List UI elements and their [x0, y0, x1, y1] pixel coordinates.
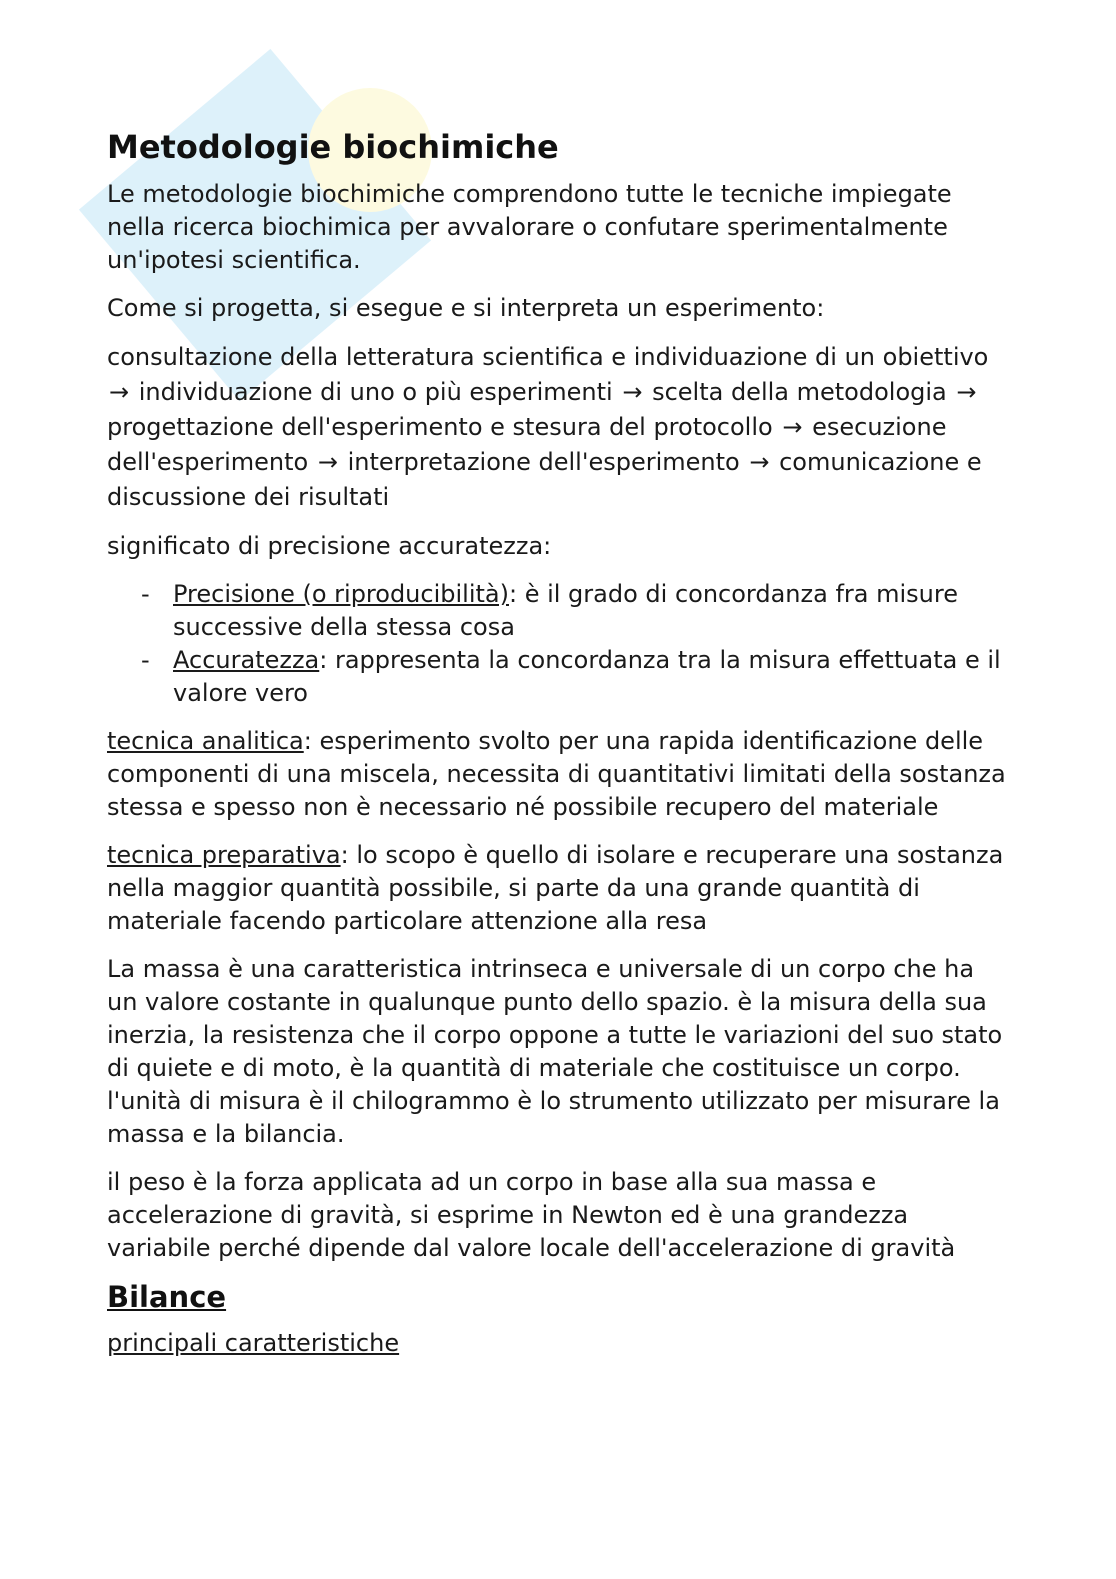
design-question: Come si progetta, si esegue e si interpreta un esperimento: — [107, 294, 825, 323]
list-item — [107, 578, 1007, 644]
flow-step: consultazione della letteratura scientifica e individuazione di un obiettivo — [107, 343, 989, 372]
preparative-term: tecnica preparativa — [107, 841, 341, 870]
flow-step: comunicazione e discussione dei risultati — [107, 448, 982, 512]
arrow-right-icon: → — [782, 413, 803, 442]
definition-list — [107, 578, 1007, 710]
intro-paragraph: Le metodologie biochimiche comprendono tutte le tecniche impiegate nella ricerca biochimica per avvalorare o confutare sperimentalmente un'ipotesi scientifica. — [107, 180, 952, 275]
arrow-right-icon: → — [317, 448, 338, 477]
flow-step: interpretazione dell'esperimento — [347, 448, 740, 477]
arrow-right-icon: → — [749, 448, 770, 477]
section-title-bilance: Bilance — [107, 1280, 227, 1315]
analytic-text: : esperimento svolto per una rapida identificazione delle componenti di una miscela, necessita di quantitativi limitati della sostanza stessa e spesso non è necessario né possibile recupero del materiale — [107, 727, 1006, 822]
arrow-right-icon: → — [956, 378, 977, 407]
preparative-text: : lo scopo è quello di isolare e recuperare una sostanza nella maggior quantità possibile, si parte da una grande quantità di materiale facendo particolare attenzione alla resa — [107, 841, 1004, 936]
definition-text: : è il grado di concordanza fra misure successive della stessa cosa — [173, 580, 958, 642]
list-item — [107, 644, 1007, 710]
analytic-technique-paragraph — [107, 725, 1007, 824]
arrow-right-icon: → — [109, 378, 130, 407]
flow-step: individuazione di uno o più esperimenti — [138, 378, 613, 407]
arrow-right-icon: → — [622, 378, 643, 407]
preparative-technique-paragraph — [107, 839, 1007, 938]
flow-step: esecuzione dell'esperimento — [107, 413, 947, 477]
subheading-principali: principali caratteristiche — [107, 1329, 400, 1358]
definition-term: Accuratezza — [173, 646, 320, 675]
analytic-term: tecnica analitica — [107, 727, 304, 756]
mass-paragraph: La massa è una caratteristica intrinseca e universale di un corpo che ha un valore costante in qualunque punto dello spazio. è la misura della sua inerzia, la resistenza che il corpo oppone a tutte le variazioni del suo stato di quiete e di moto, è la quantità di materiale che costituisce un corpo. l'unità di misura è il chilogrammo è lo strumento utilizzato per misurare la massa e la bilancia. — [107, 955, 1003, 1149]
flow-step: scelta della metodologia — [652, 378, 947, 407]
document-page — [107, 128, 1007, 1375]
experiment-flow — [107, 340, 1007, 515]
weight-paragraph: il peso è la forza applicata ad un corpo in base alla sua massa e accelerazione di gravità, si esprime in Newton ed è una grandezza variabile perché dipende dal valore locale dell'accelerazione di gravità — [107, 1168, 956, 1263]
definition-term: Precisione (o riproducibilità) — [173, 580, 509, 609]
precision-intro: significato di precisione accuratezza: — [107, 532, 552, 561]
definition-text: : rappresenta la concordanza tra la misura effettuata e il valore vero — [173, 646, 1001, 708]
page-title: Metodologie biochimiche — [107, 128, 559, 166]
flow-step: progettazione dell'esperimento e stesura del protocollo — [107, 413, 773, 442]
